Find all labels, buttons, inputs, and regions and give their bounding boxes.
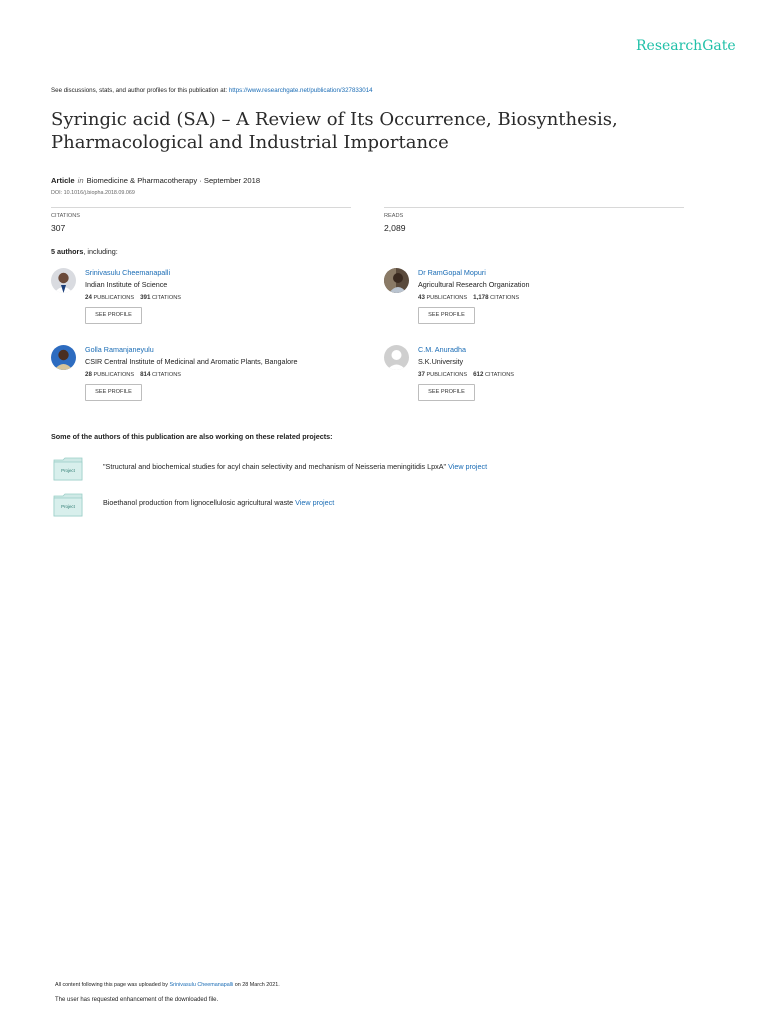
author-card [384, 345, 704, 415]
doi: DOI: 10.1016/j.biopha.2018.09.069 [51, 190, 135, 196]
project-title: "Structural and biochemical studies for acyl chain selectivity and mechanism of Neisseria meningitidis LpxA" [103, 462, 449, 471]
researchgate-logo[interactable]: ResearchGate [636, 38, 736, 54]
author-name-link[interactable]: C.M. Anuradha [418, 345, 466, 354]
author-name-link[interactable]: Srinivasulu Cheemanapalli [85, 268, 171, 277]
author-avatar[interactable] [51, 268, 76, 293]
project-text [103, 462, 487, 471]
author-stats [85, 371, 181, 378]
reads-value: 2,089 [384, 223, 406, 233]
authors-suffix: , including: [83, 247, 118, 256]
author-institution: S.K.University [418, 357, 464, 366]
publications-label: PUBLICATIONS [93, 295, 135, 301]
in-label: in [77, 176, 84, 185]
view-project-link[interactable]: View project [448, 462, 488, 471]
publications-label: PUBLICATIONS [426, 295, 468, 301]
default-avatar-icon[interactable] [384, 345, 409, 370]
upload-note [55, 982, 280, 988]
project-folder-icon [53, 493, 83, 517]
article-type: Article [51, 176, 75, 185]
uploader-link[interactable]: Srinivasulu Cheemanapalli [169, 982, 234, 988]
author-stats [418, 294, 519, 301]
publications-count: 28 [85, 371, 92, 378]
related-project-item [51, 493, 691, 519]
upload-suffix: on 28 March 2021. [233, 982, 280, 988]
project-icon-label: Project [61, 468, 75, 473]
publication-url-link[interactable]: https://www.researchgate.net/publication/327833014 [228, 87, 373, 94]
see-profile-button[interactable]: SEE PROFILE [85, 384, 142, 401]
citations-count: 1,178 [473, 294, 489, 301]
see-profile-button[interactable]: SEE PROFILE [418, 307, 475, 324]
discussions-line [51, 87, 373, 94]
see-profile-button[interactable]: SEE PROFILE [85, 307, 142, 324]
author-name-link[interactable]: Dr RamGopal Mopuri [418, 268, 486, 277]
publication-title: Syringic acid (SA) – A Review of Its Occurrence, Biosynthesis, Pharmacological and Industrial Importance [51, 109, 618, 153]
citations-label: CITATIONS [151, 295, 181, 301]
project-text [103, 498, 334, 507]
discussions-prefix: See discussions, stats, and author profiles for this publication at: [51, 87, 229, 94]
author-card [51, 345, 371, 415]
author-card [384, 268, 704, 338]
citations-label: CITATIONS [151, 372, 181, 378]
reads-label: READS [384, 213, 404, 219]
project-icon-label: Project [61, 504, 75, 509]
author-institution: CSIR Central Institute of Medicinal and Aromatic Plants, Bangalore [85, 357, 298, 366]
publications-count: 37 [418, 371, 425, 378]
upload-prefix: All content following this page was uploaded by [55, 982, 170, 988]
author-institution: Indian Institute of Science [85, 280, 168, 289]
authors-heading [51, 247, 118, 256]
citations-label: CITATIONS [51, 213, 81, 219]
citations-label: CITATIONS [484, 372, 514, 378]
authors-count: 5 authors [51, 247, 84, 256]
reads-divider [384, 207, 684, 208]
author-avatar[interactable] [384, 268, 409, 293]
journal-info: Biomedicine & Pharmacotherapy · September 2018 [86, 176, 261, 185]
publications-count: 43 [418, 294, 425, 301]
publications-count: 24 [85, 294, 92, 301]
citations-count: 612 [473, 371, 484, 378]
related-projects-heading: Some of the authors of this publication are also working on these related projects: [51, 432, 333, 441]
see-profile-button[interactable]: SEE PROFILE [418, 384, 475, 401]
citations-count: 814 [140, 371, 151, 378]
publications-label: PUBLICATIONS [426, 372, 468, 378]
citations-count: 391 [140, 294, 151, 301]
author-institution: Agricultural Research Organization [418, 280, 530, 289]
citations-label: CITATIONS [490, 295, 520, 301]
project-folder-icon [53, 457, 83, 481]
author-card [51, 268, 371, 338]
citations-value: 307 [51, 223, 66, 233]
citations-divider [51, 207, 351, 208]
publication-meta [51, 176, 260, 185]
author-name-link[interactable]: Golla Ramanjaneyulu [85, 345, 154, 354]
author-avatar[interactable] [51, 345, 76, 370]
enhancement-note: The user has requested enhancement of the downloaded file. [55, 997, 219, 1003]
related-project-item [51, 457, 691, 483]
view-project-link[interactable]: View project [295, 498, 335, 507]
project-title: Bioethanol production from lignocellulosic agricultural waste [103, 498, 296, 507]
author-stats [418, 371, 514, 378]
author-stats [85, 294, 181, 301]
publications-label: PUBLICATIONS [93, 372, 135, 378]
